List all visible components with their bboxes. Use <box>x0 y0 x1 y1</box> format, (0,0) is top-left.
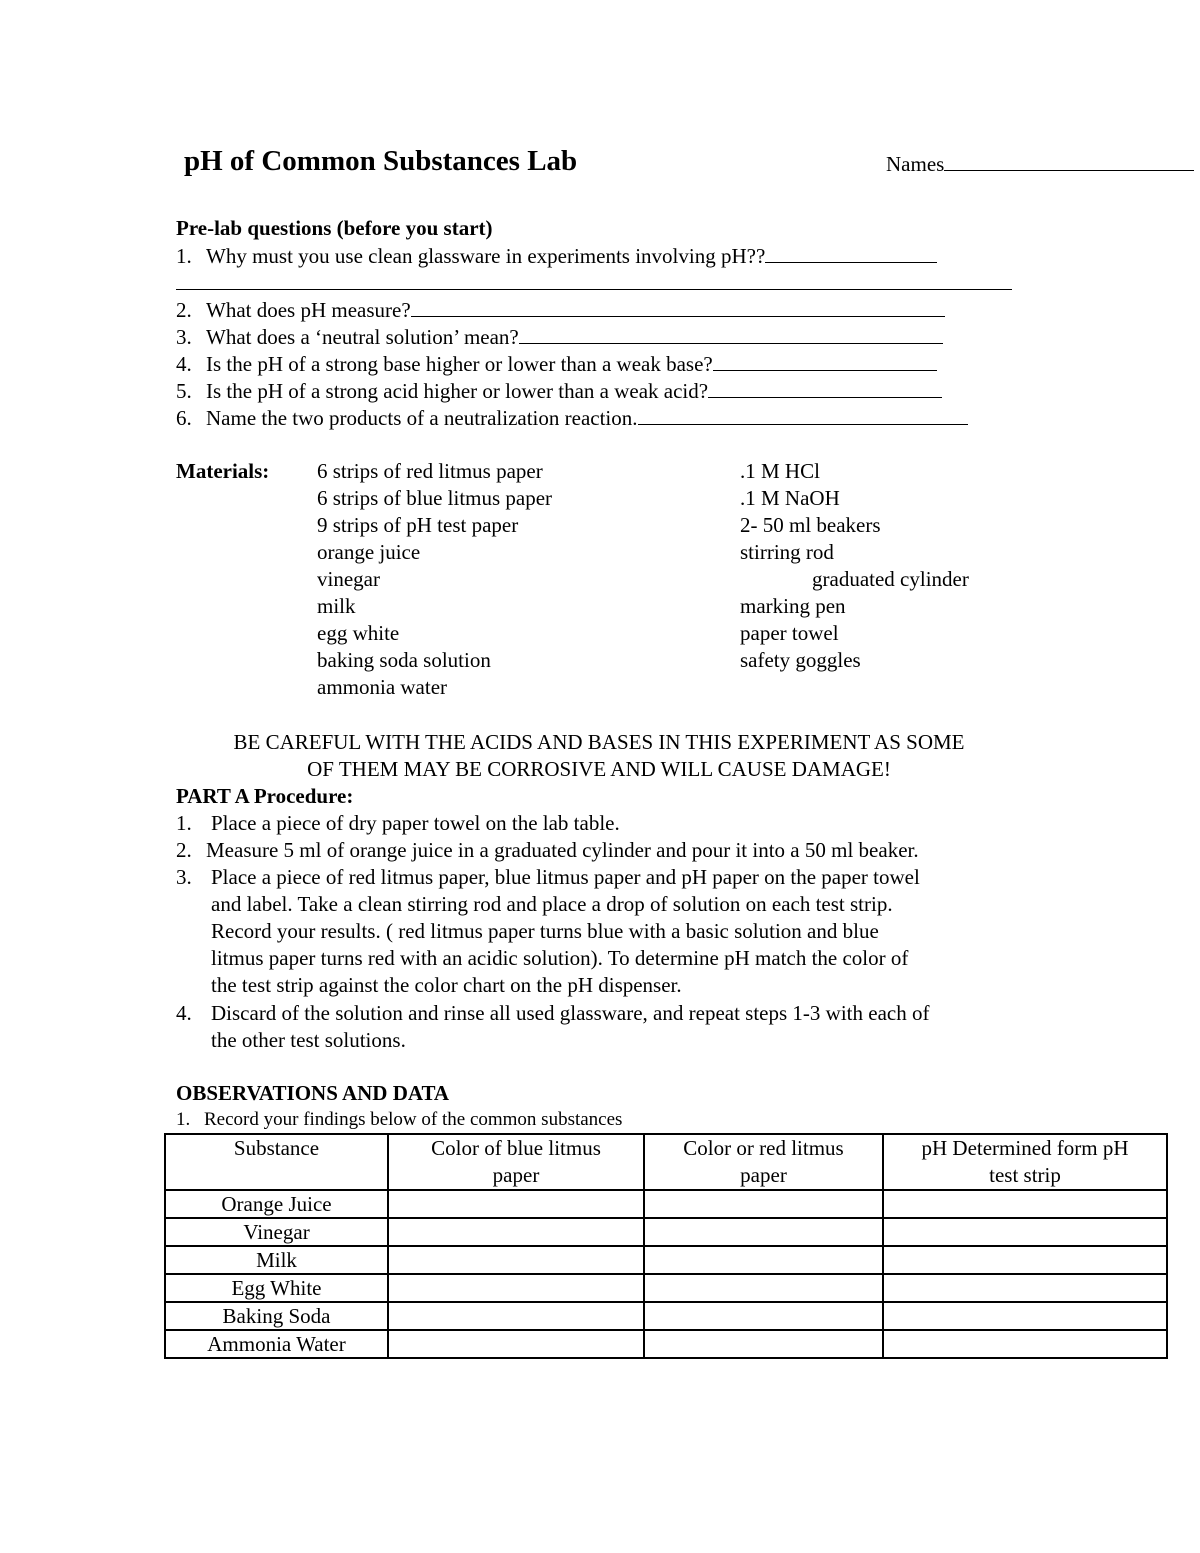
material-item: milk <box>317 594 356 618</box>
material-item: .1 M HCl <box>740 459 820 483</box>
procedure-heading: PART A Procedure: <box>176 784 354 808</box>
substance-cell: Orange Juice <box>165 1190 388 1218</box>
step-number: 3. <box>176 865 192 889</box>
table-row <box>165 1274 1167 1302</box>
question-number: 4. <box>176 352 192 376</box>
procedure-step-1 <box>176 810 620 837</box>
substance-cell: Milk <box>165 1246 388 1274</box>
step-line: Record your results. ( red litmus paper turns blue with a basic solution and blue <box>211 919 879 943</box>
step-line: the test strip against the color chart on the pH dispenser. <box>211 973 682 997</box>
step-text: Measure 5 ml of orange juice in a graduated cylinder and pour it into a 50 ml beaker. <box>206 838 919 862</box>
table-header-row <box>165 1134 1167 1190</box>
material-item: marking pen <box>740 594 846 618</box>
question-number: 2. <box>176 298 192 322</box>
step-line: the other test solutions. <box>211 1028 406 1052</box>
question-number: 5. <box>176 379 192 403</box>
prelab-question-5 <box>176 377 942 405</box>
answer-blank[interactable] <box>519 323 943 344</box>
substance-cell: Vinegar <box>165 1218 388 1246</box>
answer-blank[interactable] <box>708 377 942 398</box>
warning-line-2: OF THEM MAY BE CORROSIVE AND WILL CAUSE DAMAGE! <box>307 757 891 781</box>
prelab-question-2 <box>176 296 945 324</box>
prelab-heading: Pre-lab questions (before you start) <box>176 216 493 240</box>
material-item: egg white <box>317 621 400 645</box>
material-item: ammonia water <box>317 675 448 699</box>
step-text <box>211 864 920 999</box>
substance-cell: Ammonia Water <box>165 1330 388 1358</box>
procedure-step-4 <box>176 1000 930 1052</box>
ph-cell[interactable] <box>883 1274 1167 1302</box>
material-item: stirring rod <box>740 540 834 564</box>
table-row <box>165 1302 1167 1330</box>
substance-cell: Egg White <box>165 1274 388 1302</box>
ph-cell[interactable] <box>883 1302 1167 1330</box>
table-row <box>165 1190 1167 1218</box>
table-row <box>165 1218 1167 1246</box>
material-item: baking soda solution <box>317 648 491 672</box>
names-field <box>886 150 1194 178</box>
blue-litmus-cell[interactable] <box>388 1190 644 1218</box>
question-text: What does pH measure? <box>206 298 411 322</box>
substance-cell: Baking Soda <box>165 1302 388 1330</box>
step-text: Place a piece of dry paper towel on the lab table. <box>211 811 620 835</box>
warning-line-1: BE CAREFUL WITH THE ACIDS AND BASES IN THIS EXPERIMENT AS SOME <box>233 730 965 754</box>
column-header-red-litmus: Color or red litmus paper <box>644 1134 883 1190</box>
materials-label: Materials: <box>176 459 270 483</box>
instruction-number: 1. <box>176 1109 191 1130</box>
answer-blank-full[interactable] <box>176 269 1012 290</box>
blue-litmus-cell[interactable] <box>388 1218 644 1246</box>
material-item: 6 strips of blue litmus paper <box>317 486 553 510</box>
step-line: litmus paper turns red with an acidic solution). To determine pH match the color of <box>211 946 909 970</box>
prelab-question-4 <box>176 350 937 378</box>
material-item: safety goggles <box>740 648 861 672</box>
prelab-question-6 <box>176 404 968 432</box>
blue-litmus-cell[interactable] <box>388 1246 644 1274</box>
red-litmus-cell[interactable] <box>644 1218 883 1246</box>
question-number: 6. <box>176 406 192 430</box>
ph-cell[interactable] <box>883 1190 1167 1218</box>
prelab-question-1 <box>176 242 937 270</box>
answer-blank[interactable] <box>765 242 937 263</box>
procedure-step-2 <box>176 837 919 864</box>
instruction-text: Record your findings below of the common substances <box>204 1109 623 1130</box>
answer-blank[interactable] <box>713 350 937 371</box>
column-header-substance: Substance <box>165 1134 388 1190</box>
procedure-step-3 <box>176 864 920 997</box>
step-line: Place a piece of red litmus paper, blue litmus paper and pH paper on the paper towel <box>211 865 920 889</box>
question-text: Is the pH of a strong base higher or lower than a weak base? <box>206 352 713 376</box>
question-number: 1. <box>176 244 192 268</box>
answer-blank[interactable] <box>638 404 968 425</box>
step-number: 2. <box>176 838 192 862</box>
material-item: orange juice <box>317 540 421 564</box>
blue-litmus-cell[interactable] <box>388 1302 644 1330</box>
column-header-blue-litmus: Color of blue litmus paper <box>388 1134 644 1190</box>
material-item: paper towel <box>740 621 839 645</box>
step-number: 4. <box>176 1001 192 1025</box>
red-litmus-cell[interactable] <box>644 1302 883 1330</box>
material-item: 6 strips of red litmus paper <box>317 459 543 483</box>
results-table <box>164 1133 1168 1359</box>
question-number: 3. <box>176 325 192 349</box>
step-text <box>211 1000 929 1054</box>
material-item: graduated cylinder <box>812 567 969 591</box>
red-litmus-cell[interactable] <box>644 1274 883 1302</box>
material-item: 9 strips of pH test paper <box>317 513 519 537</box>
step-line: Discard of the solution and rinse all used glassware, and repeat steps 1-3 with each of <box>211 1001 930 1025</box>
observations-instruction <box>176 1108 622 1132</box>
step-line: and label. Take a clean stirring rod and place a drop of solution on each test strip. <box>211 892 893 916</box>
materials-left-list <box>317 458 552 701</box>
observations-heading: OBSERVATIONS AND DATA <box>176 1081 450 1105</box>
material-item: vinegar <box>317 567 380 591</box>
blue-litmus-cell[interactable] <box>388 1330 644 1358</box>
material-item: 2- 50 ml beakers <box>740 513 881 537</box>
question-text: What does a ‘neutral solution’ mean? <box>206 325 519 349</box>
question-text: Name the two products of a neutralization reaction. <box>206 406 638 430</box>
table-row <box>165 1330 1167 1358</box>
ph-cell[interactable] <box>883 1330 1167 1358</box>
red-litmus-cell[interactable] <box>644 1330 883 1358</box>
prelab-answer-line-1[interactable] <box>176 269 1012 297</box>
answer-blank[interactable] <box>411 296 945 317</box>
question-text: Why must you use clean glassware in experiments involving pH?? <box>206 244 766 268</box>
materials-right-list <box>740 458 969 674</box>
ph-cell[interactable] <box>883 1246 1167 1274</box>
red-litmus-cell[interactable] <box>644 1246 883 1274</box>
page-title: pH of Common Substances Lab <box>184 145 578 177</box>
blue-litmus-cell[interactable] <box>388 1274 644 1302</box>
step-number: 1. <box>176 811 192 835</box>
column-header-ph: pH Determined form pH test strip <box>883 1134 1167 1190</box>
names-label: Names <box>886 152 945 176</box>
table-row <box>165 1246 1167 1274</box>
red-litmus-cell[interactable] <box>644 1190 883 1218</box>
prelab-question-3 <box>176 323 943 351</box>
names-blank[interactable] <box>944 150 1194 171</box>
ph-cell[interactable] <box>883 1218 1167 1246</box>
material-item: .1 M NaOH <box>740 486 840 510</box>
question-text: Is the pH of a strong acid higher or lower than a weak acid? <box>206 379 709 403</box>
